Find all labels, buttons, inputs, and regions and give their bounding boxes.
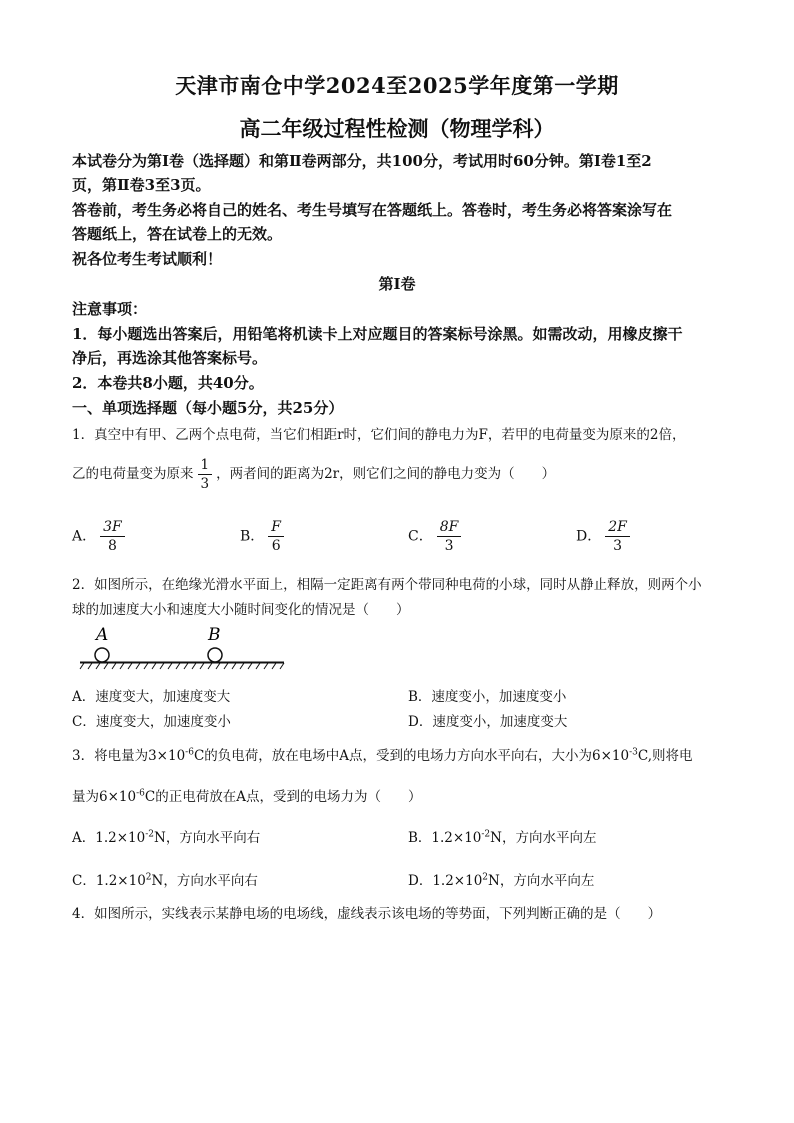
option-den: 6: [271, 538, 281, 554]
option-den: 3: [444, 538, 454, 554]
q3-text-c: C,则将电: [637, 748, 693, 764]
q3-text-e: C的正电荷放在A点，受到的电场力为（ ）: [144, 789, 422, 805]
option-den: 3: [613, 538, 622, 554]
option-pre: A．1.2×10: [72, 830, 146, 846]
q1-fraction: [198, 456, 213, 493]
two-balls-diagram: [78, 622, 288, 670]
option-post: N，方向水平向左: [488, 873, 595, 889]
q3-line-1: [72, 744, 693, 764]
q1-option-d[interactable]: [576, 518, 634, 555]
q2-option-a[interactable]: A．速度变大，加速度变大: [72, 689, 231, 705]
intro-line-3: 答卷前，考生务必将自己的姓名、考生号填写在答题纸上。答卷时，考生务必将答案涂写在: [72, 201, 673, 219]
exam-title: 天津市南仓中学2024至2025学年度第一学期: [175, 73, 619, 98]
option-post: N，方向水平向左: [490, 830, 597, 846]
q3-text-d: 量为6×10: [72, 789, 137, 805]
option-num: F: [268, 518, 284, 537]
option-den: 8: [107, 538, 117, 554]
q3-option-c[interactable]: [72, 869, 258, 889]
option-exp: -2: [145, 829, 154, 840]
option-num: 2F: [605, 518, 630, 537]
option-pre: D．1.2×10: [408, 873, 483, 889]
q1-option-a[interactable]: [72, 518, 129, 555]
q3-line-2: [72, 785, 421, 805]
ball-a-label: A: [96, 625, 109, 645]
notice-2: 2．本卷共8小题，共40分。: [72, 374, 264, 392]
q3-exp-1: -6: [185, 747, 194, 758]
option-pre: B．1.2×10: [408, 830, 482, 846]
q1-frac-num: 1: [198, 456, 213, 475]
notice-1a: 1．每小题选出答案后，用铅笔将机读卡上对应题目的答案标号涂黑。如需改动，用橡皮擦干: [72, 325, 683, 343]
ball-b-label: B: [208, 625, 221, 645]
q3-text-b: C的负电荷，放在电场中A点，受到的电场力方向水平向右，大小为6×10: [193, 748, 630, 764]
q1-option-b[interactable]: [240, 518, 288, 555]
intro-line-5: 祝各位考生考试顺利！: [72, 250, 223, 268]
option-pre: C．1.2×10: [72, 873, 146, 889]
option-exp: -2: [481, 829, 491, 840]
q3-option-a[interactable]: [72, 826, 260, 846]
q1-option-c[interactable]: [408, 518, 465, 555]
option-num: 8F: [437, 518, 462, 537]
option-post: N，方向水平向右: [154, 830, 261, 846]
option-num: 3F: [100, 518, 125, 537]
section-heading: 第Ⅰ卷: [378, 275, 416, 293]
q2-option-b[interactable]: B．速度变小，加速度变小: [408, 689, 567, 705]
q3-option-b[interactable]: [408, 826, 596, 846]
option-exp: 2: [145, 872, 152, 883]
q1-line-2: [72, 456, 555, 493]
q1-text-a: 乙的电荷量变为原来: [72, 466, 194, 482]
q2-option-d[interactable]: D．速度变小，加速度变大: [408, 714, 568, 730]
q2-option-c[interactable]: C．速度变大，加速度变小: [72, 714, 231, 730]
ball-b: [208, 648, 222, 662]
option-label: C．: [408, 528, 433, 545]
q3-exp-2: -3: [629, 747, 638, 758]
intro-line-1: 本试卷分为第Ⅰ卷（选择题）和第Ⅱ卷两部分，共100分，考试用时60分钟。第Ⅰ卷1至2: [72, 152, 652, 170]
q1-frac-den: 3: [200, 476, 210, 492]
q1-text-b: ，两者间的距离为2r，则它们之间的静电力变为（ ）: [216, 466, 556, 482]
option-label: B．: [240, 528, 265, 545]
q2-line-2: 球的加速度大小和速度大小随时间变化的情况是（ ）: [72, 602, 410, 618]
option-label: D．: [576, 528, 602, 545]
notice-1b: 净后，再选涂其他答案标号。: [72, 349, 268, 367]
option-exp: 2: [482, 872, 489, 883]
ball-a: [95, 648, 109, 662]
notice-title: 注意事项：: [72, 300, 148, 318]
q3-exp-3: -6: [136, 788, 145, 799]
q4-line-1: 4．如图所示，实线表示某静电场的电场线，虚线表示该电场的等势面，下列判断正确的是（ ）: [72, 906, 662, 922]
q1-line-1: 1．真空中有甲、乙两个点电荷，当它们相距r时，它们间的静电力为F，若甲的电荷量变为原来的2倍，: [72, 427, 686, 443]
part-title: 一、单项选择题（每小题5分，共25分）: [72, 399, 344, 417]
q3-text-a: 3．将电量为3×10: [72, 748, 186, 764]
option-post: N，方向水平向右: [151, 873, 258, 889]
exam-subtitle: 高二年级过程性检测（物理学科）: [239, 116, 555, 141]
q3-option-d[interactable]: [408, 869, 594, 889]
option-label: A．: [72, 528, 97, 545]
intro-line-4: 答题纸上，答在试卷上的无效。: [72, 225, 283, 243]
ground-hatch: [80, 663, 284, 669]
q2-line-1: 2．如图所示，在绝缘光滑水平面上，相隔一定距离有两个带同种电荷的小球，同时从静止释放，则两个小: [72, 577, 702, 593]
intro-line-2: 页，第Ⅱ卷3至3页。: [72, 176, 211, 194]
